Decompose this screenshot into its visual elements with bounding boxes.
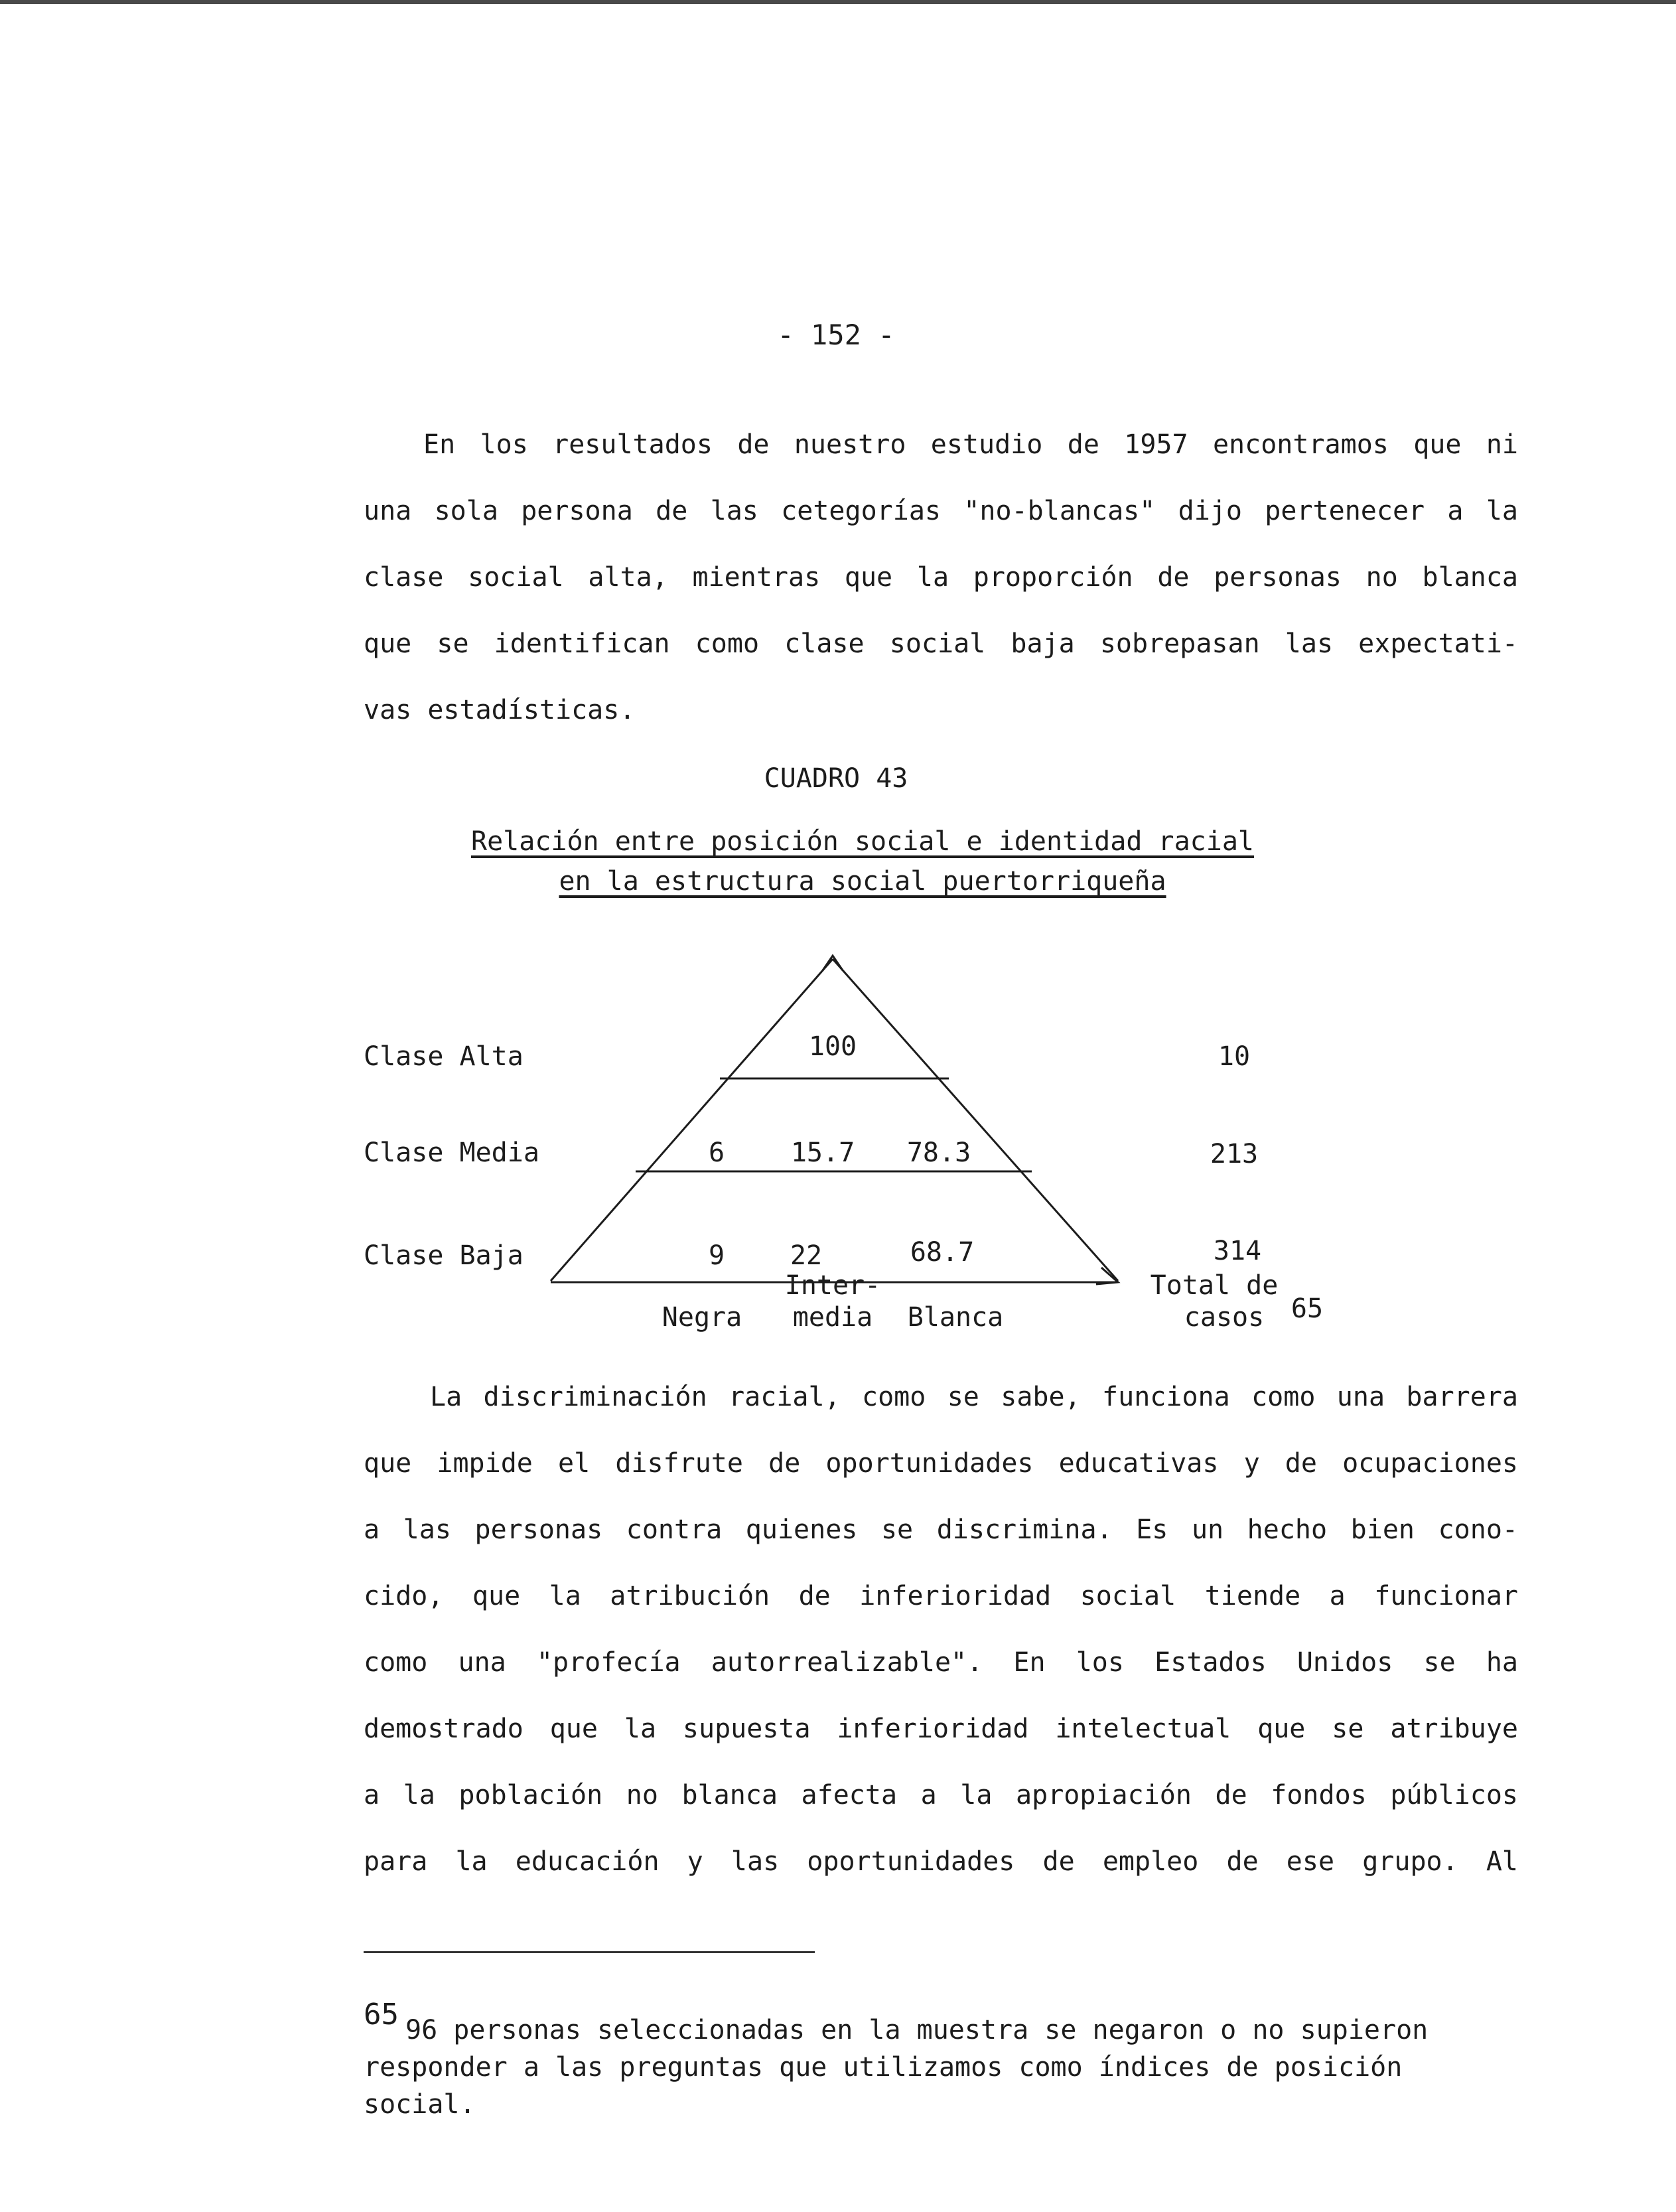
cell-baja-negra: 9 <box>708 1240 725 1271</box>
row-label-alta: Clase Alta <box>364 1041 524 1072</box>
page-number: - 152 - <box>777 319 895 351</box>
footnote-separator <box>364 1951 815 1953</box>
footnote-text: social. <box>364 2089 476 2120</box>
text-line: como una "profecía autorrealizable". En los Estados Unidos se ha <box>364 1647 1518 1678</box>
col-header-total: Total de <box>1150 1270 1279 1301</box>
footnote <box>364 1998 1518 2123</box>
footnote-mark: 65 <box>364 1998 399 2031</box>
row-label-baja: Clase Baja <box>364 1240 524 1271</box>
cell-baja-intermedia: 22 <box>790 1240 823 1271</box>
row-label-media: Clase Media <box>364 1138 539 1168</box>
text-line: demostrado que la supuesta inferioridad intelectual que se atribuye <box>364 1714 1518 1744</box>
footnote-reference: 65 <box>1291 1293 1324 1324</box>
text-line: clase social alta, mientras que la proporción de personas no blanca <box>364 562 1518 593</box>
text-line: vas estadísticas. <box>364 695 636 725</box>
footnote-text: responder a las preguntas que utilizamos como índices de posición <box>364 2052 1403 2083</box>
col-header-total: casos <box>1184 1302 1265 1333</box>
col-header-intermedia: Inter- <box>784 1270 881 1301</box>
pyramid-left-edge <box>551 959 833 1281</box>
cell-baja-blanca: 68.7 <box>910 1237 975 1268</box>
cell-media-intermedia: 15.7 <box>790 1138 855 1168</box>
pyramid-right-edge <box>833 959 1118 1281</box>
text-line: a las personas contra quienes se discrimina. Es un hecho bien cono- <box>364 1514 1518 1545</box>
col-header-blanca: Blanca <box>907 1302 1004 1333</box>
paragraph-discrimination <box>364 1364 1518 1895</box>
text-line: que impide el disfrute de oportunidades educativas y de ocupaciones <box>364 1448 1518 1479</box>
text-line: La discriminación racial, como se sabe, funciona como una barrera <box>430 1382 1518 1412</box>
footnote-text: 96 personas seleccionadas en la muestra se negaron o no supieron <box>405 2015 1429 2045</box>
cell-baja-total: 314 <box>1213 1236 1262 1266</box>
cell-media-negra: 6 <box>708 1138 725 1168</box>
text-line: para la educación y las oportunidades de empleo de ese grupo. Al <box>364 1846 1518 1877</box>
cell-media-total: 213 <box>1210 1139 1259 1169</box>
table-caption: Relación entre posición social e identidad racial <box>470 826 1255 857</box>
table-title: CUADRO 43 <box>764 763 908 794</box>
cell-media-blanca: 78.3 <box>906 1138 971 1168</box>
cell-alta-intermedia: 100 <box>808 1031 857 1062</box>
text-line: cido, que la atribución de inferioridad social tiende a funcionar <box>364 1581 1518 1611</box>
text-line: En los resultados de nuestro estudio de 1957 encontramos que ni <box>423 429 1518 460</box>
col-header-intermedia: media <box>792 1302 873 1333</box>
text-line: a la población no blanca afecta a la apropiación de fondos públicos <box>364 1780 1518 1810</box>
col-header-negra: Negra <box>662 1302 742 1333</box>
text-line: que se identifican como clase social baja sobrepasan las expectati- <box>364 628 1518 659</box>
text-line: una sola persona de las cetegorías "no-blancas" dijo pertenecer a la <box>364 496 1518 526</box>
table-caption: en la estructura social puertorriqueña <box>559 866 1166 897</box>
cell-alta-total: 10 <box>1218 1041 1251 1072</box>
